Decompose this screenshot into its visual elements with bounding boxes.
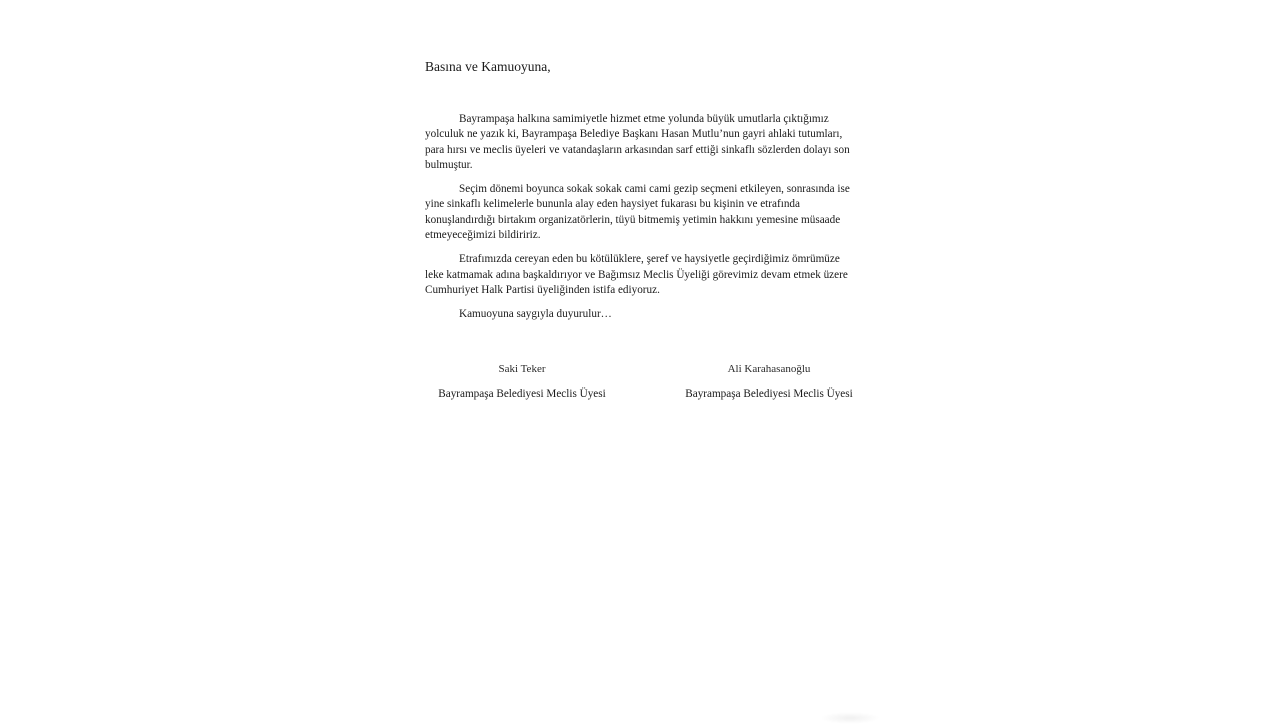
letter-closing: Kamuoyuna saygıyla duyurulur… (459, 308, 612, 321)
letter-salutation: Basına ve Kamuoyuna, (425, 59, 551, 74)
letter-body (425, 58, 857, 323)
signatory-name: Saki Teker (498, 363, 546, 375)
signature-left (422, 362, 622, 401)
signature-block (425, 362, 857, 401)
scan-smudge (820, 712, 880, 724)
signature-right (669, 362, 869, 401)
letter-paragraph-3: Etrafımızda cereyan eden bu kötülüklere, şeref ve haysiyetle geçirdiğimiz ömrümüze leke katmamak adına başkaldırıyor ve Bağımsız Meclis Üyeliği görevimiz devam etmek üzere Cumhuriyet Halk Partisi üyeliğinden istifa ediyoruz. (425, 253, 848, 296)
signatory-title: Bayrampaşa Belediyesi Meclis Üyesi (685, 388, 853, 400)
letter-paragraph-2: Seçim dönemi boyunca sokak sokak cami cami gezip seçmeni etkileyen, sonrasında ise yine sinkaflı kelimelerle bununla alay eden haysiyet fukarası bu kişinin ve etrafında konuşlandırdığı birtakım organizatörlerin, tüyü bitmemiş yetimin hakkını yemesine müsaade etmeyeceğimizi bildiririz. (425, 183, 850, 242)
signatory-name: Ali Karahasanoğlu (727, 363, 811, 375)
letter-paragraph-1: Bayrampaşa halkına samimiyetle hizmet etme yolunda büyük umutlarla çıktığımız yolculuk ne yazık ki, Bayrampaşa Belediye Başkanı Hasan Mutlu’nun gayri ahlaki tutumları, para hırsı ve meclis üyeleri ve vatandaşların arkasından sarf ettiği sinkaflı sözlerden dolayı son bulmuştur. (425, 113, 850, 171)
signatory-title: Bayrampaşa Belediyesi Meclis Üyesi (438, 388, 606, 400)
